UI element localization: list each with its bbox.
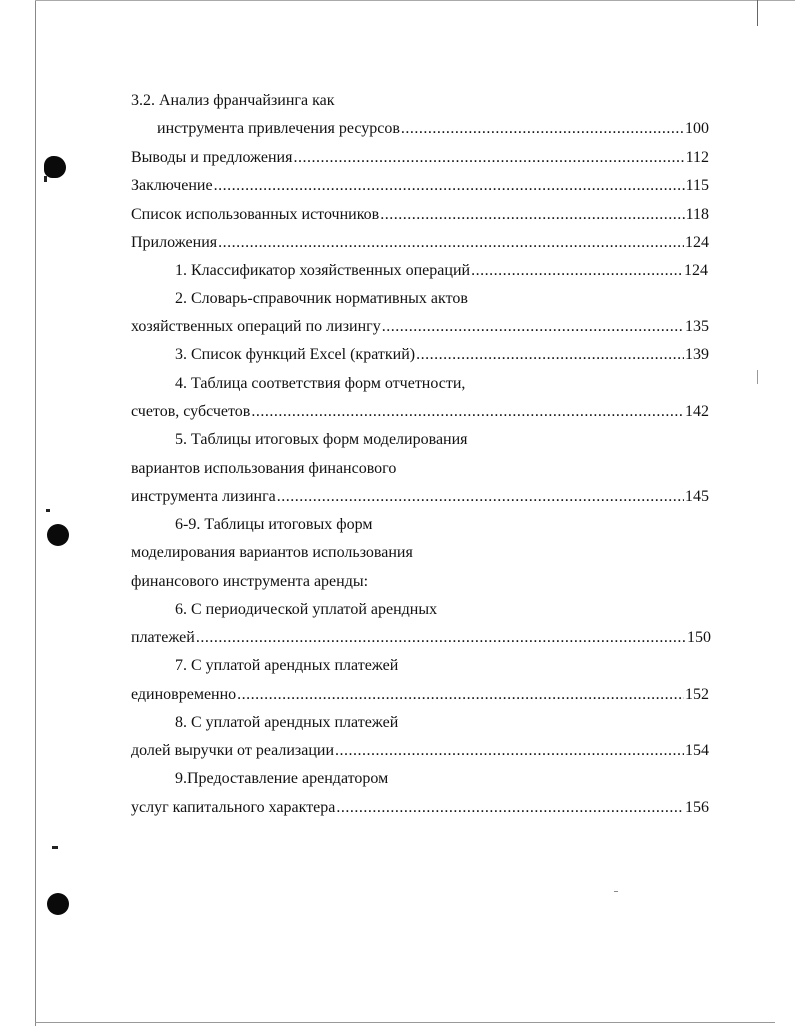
dot-leader xyxy=(218,233,684,253)
punch-hole-top xyxy=(44,156,66,178)
toc-line xyxy=(131,741,709,761)
toc-entry-text: платежей xyxy=(131,629,195,646)
toc-line xyxy=(157,119,709,139)
toc-entry-text: 3. Список функций Excel (краткий) xyxy=(175,346,416,363)
toc-line xyxy=(175,769,388,789)
toc-entry-text: 4. Таблица соответствия форм отчетности, xyxy=(175,375,466,392)
toc-entry-text: хозяйственных операций по лизингу xyxy=(131,318,381,335)
toc-line xyxy=(131,91,334,111)
toc-line xyxy=(131,402,709,422)
toc-line xyxy=(131,543,413,563)
toc-page-number: 100 xyxy=(685,120,709,137)
toc-line xyxy=(131,685,709,705)
toc-entry-text: 9.Предоставление арендатором xyxy=(175,770,389,787)
toc-entry-text: 2. Словарь-справочник нормативных актов xyxy=(175,290,468,307)
scan-speck xyxy=(614,891,618,892)
toc-page-number: 156 xyxy=(685,799,709,816)
dot-leader xyxy=(237,685,684,705)
toc-entry-text: моделирования вариантов использования xyxy=(131,544,413,561)
dot-leader xyxy=(416,345,684,365)
dot-leader xyxy=(214,176,685,196)
toc-line xyxy=(131,205,709,225)
toc-line xyxy=(175,289,468,309)
toc-page-number: 142 xyxy=(685,403,709,420)
toc-entry-text: 8. С уплатой арендных платежей xyxy=(175,714,399,731)
toc-line xyxy=(131,317,709,337)
toc-page-number: 152 xyxy=(685,686,709,703)
dot-leader xyxy=(336,798,684,818)
toc-line xyxy=(131,628,711,648)
toc-line xyxy=(131,487,709,507)
toc-line xyxy=(175,515,372,535)
toc-entry-text: 5. Таблицы итоговых форм моделирования xyxy=(175,431,468,448)
toc-page-number: 124 xyxy=(684,262,708,279)
toc-entry-text: 1. Классификатор хозяйственных операций xyxy=(175,262,471,279)
toc-line xyxy=(175,261,708,281)
toc-page-number: 124 xyxy=(685,234,709,251)
toc-entry-text: 6-9. Таблицы итоговых форм xyxy=(175,516,373,533)
punch-hole-middle xyxy=(47,524,69,546)
toc-entry-text: 6. С периодической уплатой арендных xyxy=(175,601,438,618)
toc-line xyxy=(175,374,465,394)
toc-entry-text: инструмента лизинга xyxy=(131,488,276,505)
dot-leader xyxy=(382,317,684,337)
scan-border-top xyxy=(35,0,795,1)
toc-entry-text: Выводы и предложения xyxy=(131,149,293,166)
toc-entry-text: Заключение xyxy=(131,177,213,194)
toc-entry-text: долей выручки от реализации xyxy=(131,742,335,759)
toc-entry-text: финансового инструмента аренды: xyxy=(131,573,369,590)
scan-border-right xyxy=(757,0,758,26)
scan-border-bottom xyxy=(35,1022,775,1023)
dot-leader xyxy=(196,628,686,648)
scan-border-left xyxy=(35,0,36,1026)
toc-line xyxy=(175,656,398,676)
toc-line xyxy=(131,148,709,168)
toc-page-number: 115 xyxy=(685,177,709,194)
dot-leader xyxy=(471,261,683,281)
toc-entry-text: 3.2. Анализ франчайзинга как xyxy=(131,92,335,109)
scan-speck xyxy=(46,509,50,512)
scan-speck xyxy=(44,176,47,182)
toc-entry-text: Список использованных источников xyxy=(131,206,380,223)
toc-page-number: 145 xyxy=(685,488,709,505)
toc-line xyxy=(131,798,709,818)
toc-page-number: 139 xyxy=(685,346,709,363)
toc-entry-text: единовременно xyxy=(131,686,237,703)
dot-leader xyxy=(335,741,684,761)
toc-page-number: 135 xyxy=(685,318,709,335)
dot-leader xyxy=(251,402,684,422)
toc-entry-text: услуг капитального характера xyxy=(131,799,336,816)
toc-line xyxy=(175,600,437,620)
toc-line xyxy=(175,430,468,450)
toc-line xyxy=(131,233,709,253)
punch-hole-bottom xyxy=(47,893,69,915)
dot-leader xyxy=(401,119,684,139)
dot-leader xyxy=(277,487,684,507)
toc-page-number: 154 xyxy=(685,742,709,759)
toc-entry-text: Приложения xyxy=(131,234,218,251)
toc-page-number: 150 xyxy=(687,629,711,646)
toc-page-number: 112 xyxy=(685,149,709,166)
dot-leader xyxy=(380,205,684,225)
scan-speck xyxy=(52,846,58,849)
toc-entry-text: счетов, субсчетов xyxy=(131,403,251,420)
toc-entry-text: 7. С уплатой арендных платежей xyxy=(175,657,399,674)
toc-line xyxy=(131,176,709,196)
toc-line xyxy=(175,713,398,733)
toc-entry-text: вариантов использования финансового xyxy=(131,460,397,477)
dot-leader xyxy=(293,148,684,168)
toc-entry-text: инструмента привлечения ресурсов xyxy=(157,120,400,137)
toc-line xyxy=(131,572,368,592)
toc-line xyxy=(175,345,709,365)
toc-line xyxy=(131,459,396,479)
toc-page-number: 118 xyxy=(685,206,709,223)
scan-speck xyxy=(757,370,758,384)
